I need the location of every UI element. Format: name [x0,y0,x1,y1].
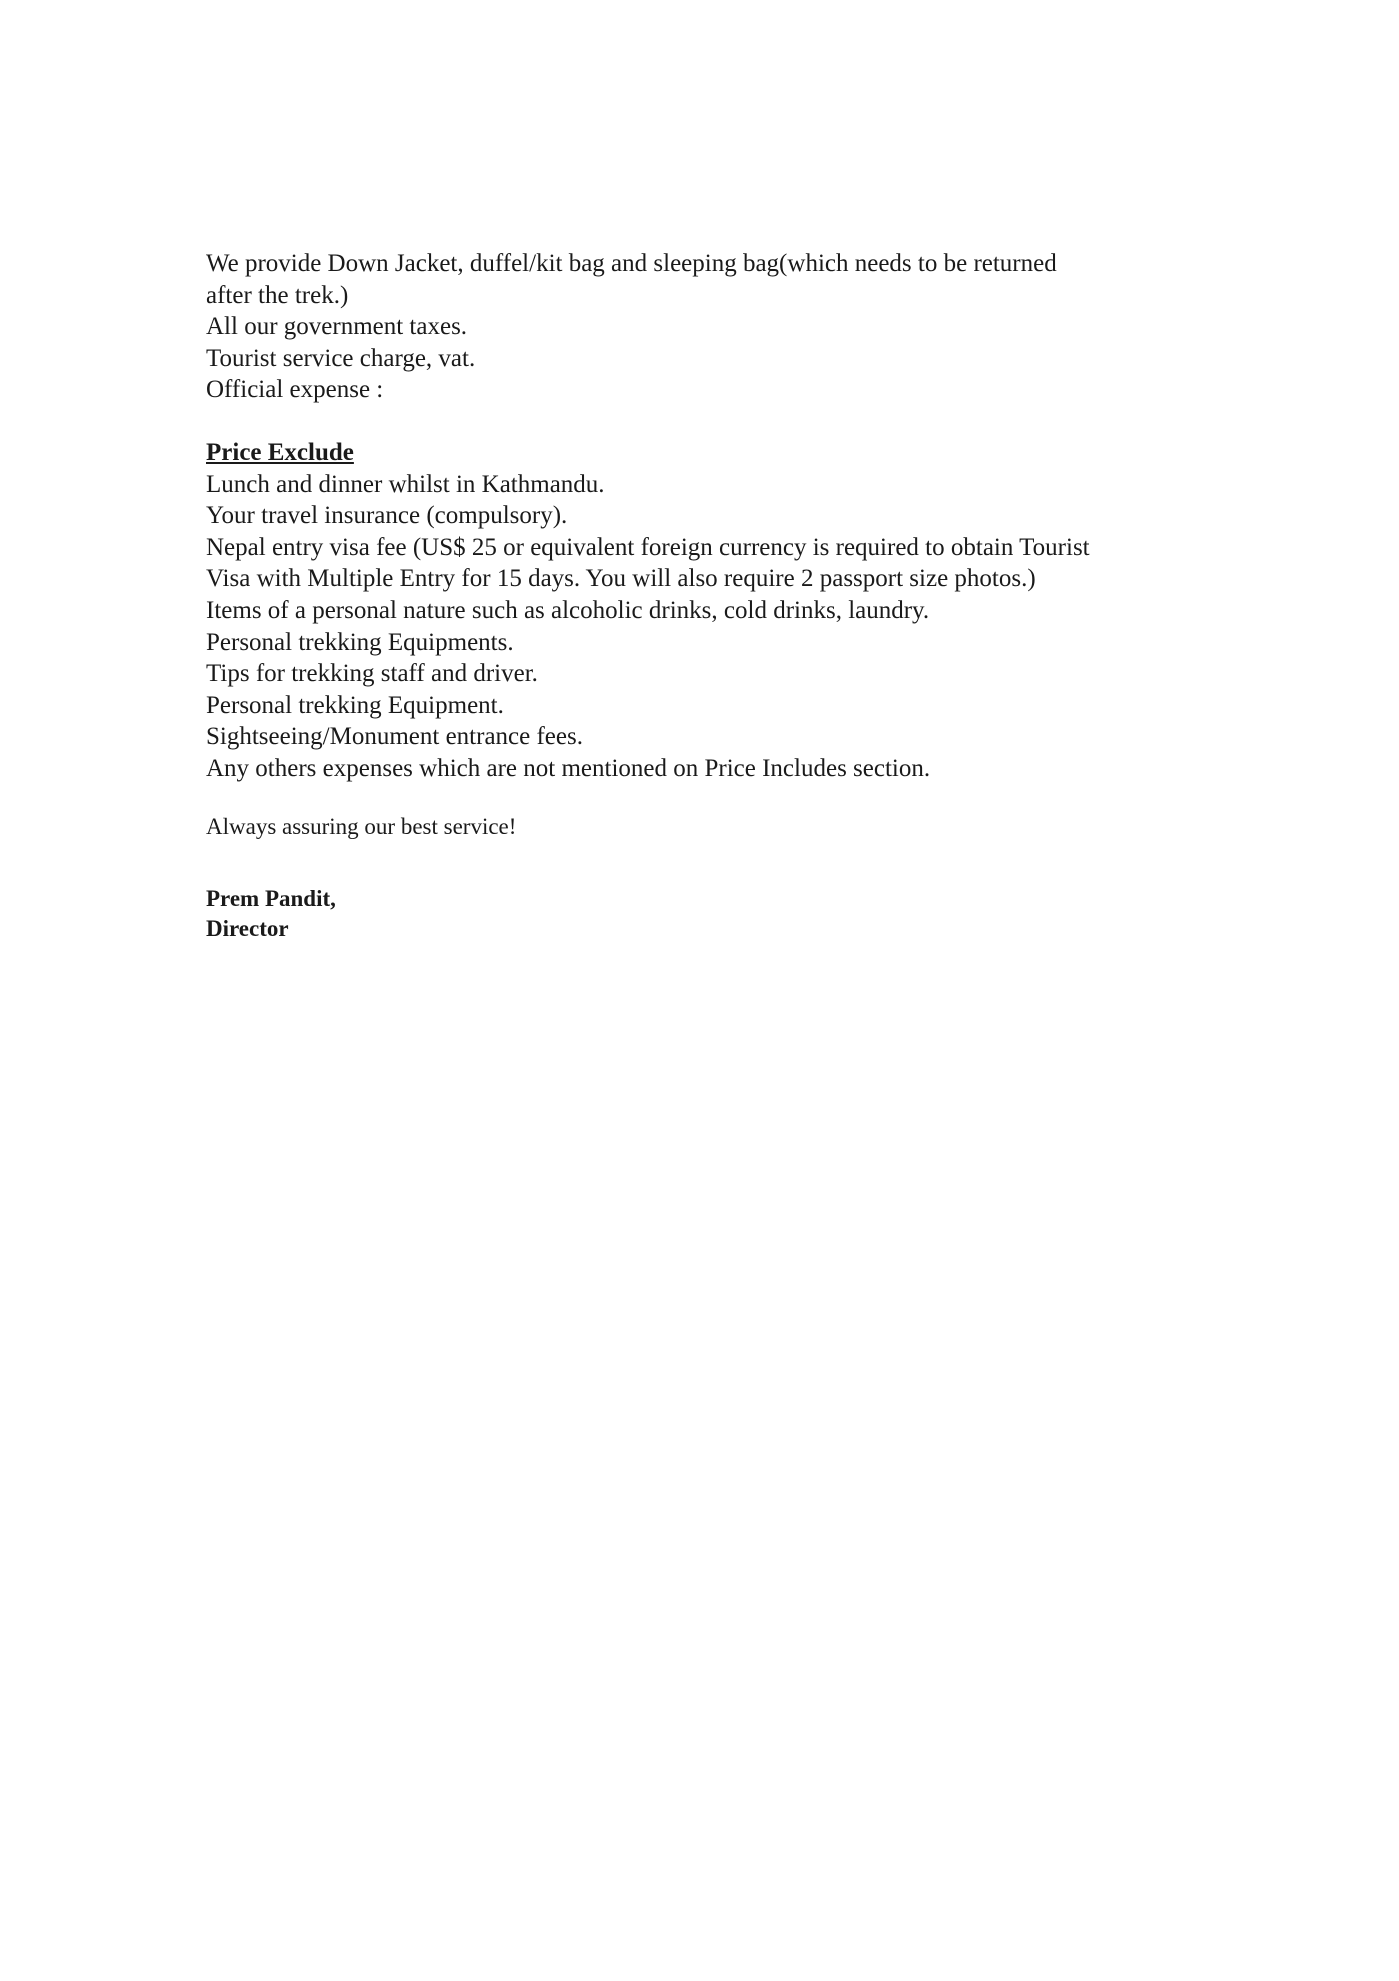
price-exclude-heading: Price Exclude [206,438,354,466]
section-spacer [206,842,1206,884]
exclude-line: Personal trekking Equipment. [206,691,504,719]
signature-block [206,884,1206,944]
signatory-title: Director [206,915,289,941]
letter-body [206,248,1206,944]
include-line: Official expense : [206,376,384,404]
signatory-name: Prem Pandit, [206,885,336,911]
section-spacer [206,785,1206,812]
include-line: We provide Down Jacket, duffel/kit bag and sleeping bag(which needs to be returned [206,250,1057,277]
closing-message: Always assuring our best service! [206,813,517,839]
exclude-line: Items of a personal nature such as alcoholic drinks, cold drinks, laundry. [206,596,930,624]
exclude-line: Lunch and dinner whilst in Kathmandu. [206,470,605,498]
exclude-line: Personal trekking Equipments. [206,628,514,656]
includes-continued-section [206,248,1206,406]
exclude-line: Tips for trekking staff and driver. [206,660,538,688]
exclude-line: Any others expenses which are not mentioned on Price Includes section. [206,754,931,782]
section-spacer [206,406,1206,437]
include-line: Tourist service charge, vat. [206,344,476,372]
include-line: All our government taxes. [206,313,468,341]
exclude-line: Your travel insurance (compulsory). [206,502,568,530]
include-line: after the trek.) [206,281,349,309]
price-exclude-section [206,437,1206,785]
exclude-line: Nepal entry visa fee (US$ 25 or equivalent foreign currency is required to obtain Tourist [206,533,1090,561]
exclude-line: Visa with Multiple Entry for 15 days. You will also require 2 passport size photos.) [206,565,1036,593]
exclude-line: Sightseeing/Monument entrance fees. [206,723,583,751]
